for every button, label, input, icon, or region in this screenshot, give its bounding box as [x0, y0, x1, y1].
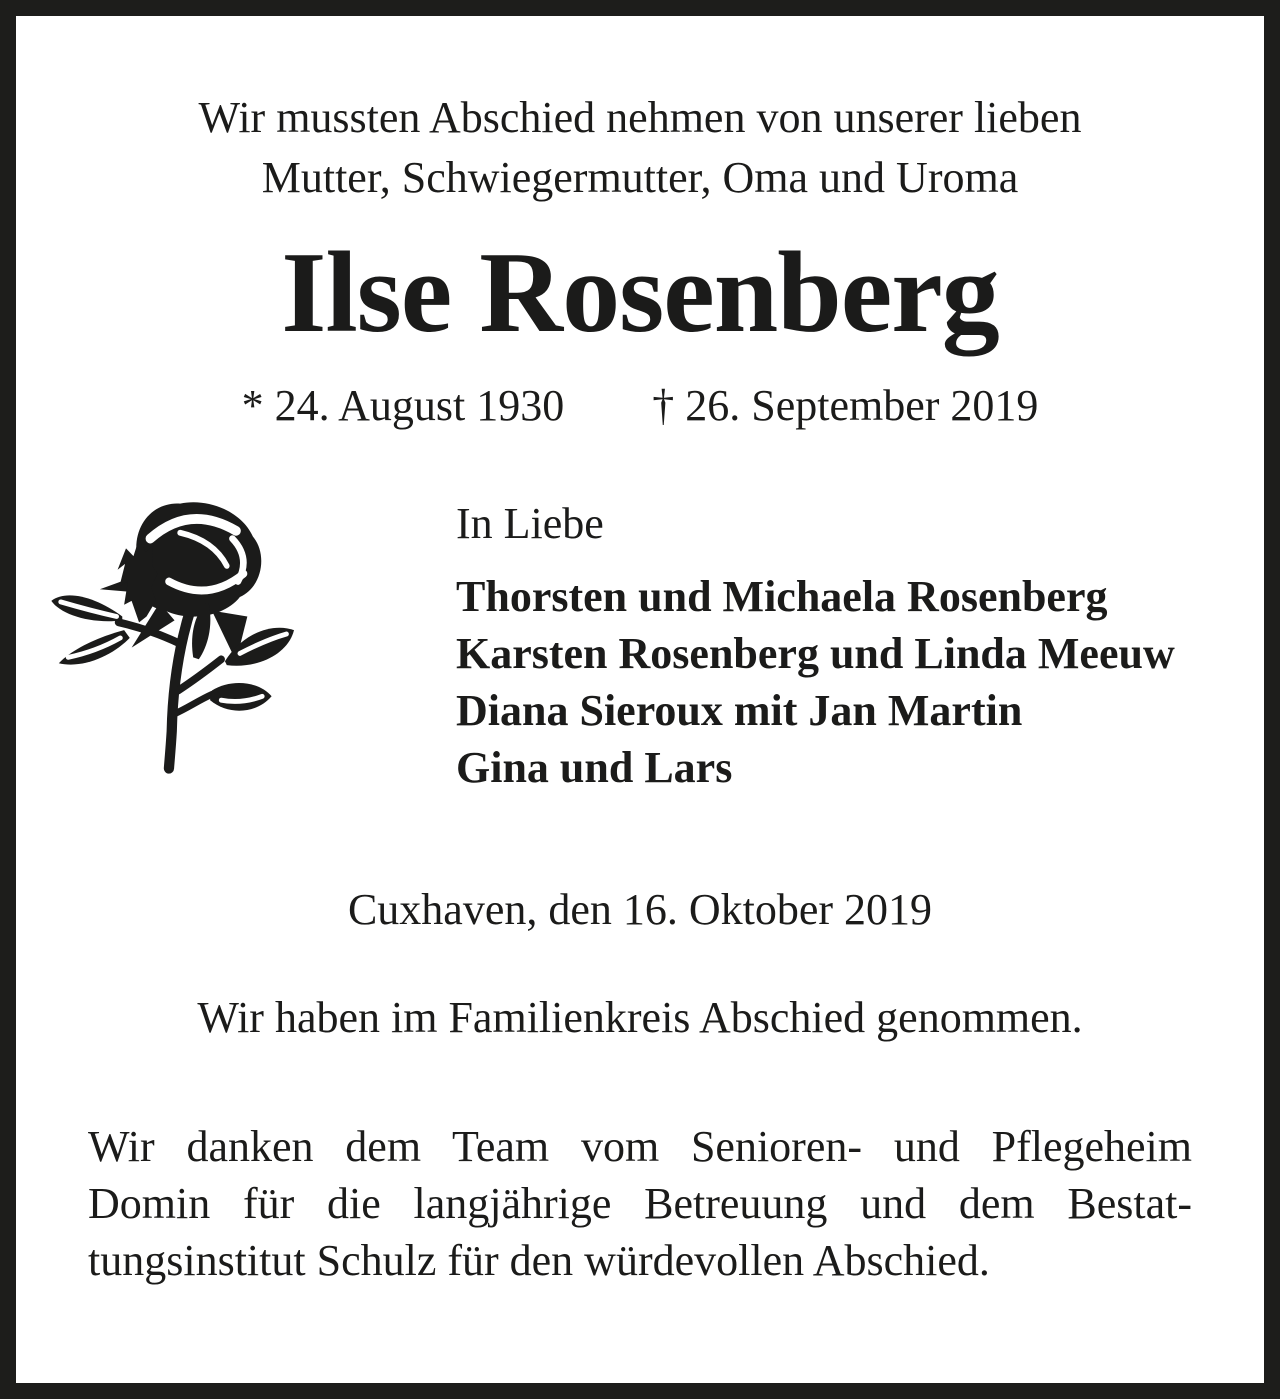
mourner-name: Diana Sieroux mit Jan Martin	[456, 686, 1023, 735]
acknowledgement-text	[16, 1118, 1264, 1289]
intro-line-1: Wir mussten Abschied nehmen von unserer lieben	[198, 93, 1082, 142]
acknowledgement-line: Domin für die langjährige Betreuung und dem Bestat-	[88, 1179, 1192, 1228]
mourners-block	[456, 488, 1175, 796]
mourner-list	[456, 568, 1175, 796]
mourners-section	[16, 488, 1264, 796]
acknowledgement-line: Wir danken dem Team vom Senioren- und Pflegeheim	[88, 1122, 1192, 1171]
place-and-date: Cuxhaven, den 16. Oktober 2019	[347, 885, 933, 934]
intro-text	[16, 88, 1264, 208]
deceased-name: Ilse Rosenberg	[281, 229, 999, 357]
mourner-name: Thorsten und Michaela Rosenberg	[456, 572, 1108, 621]
mourner-name: Gina und Lars	[456, 743, 733, 792]
farewell-note: Wir haben im Familienkreis Abschied genommen.	[197, 993, 1083, 1042]
birth-date: * 24. August 1930	[241, 381, 565, 430]
obituary-card	[16, 16, 1264, 1383]
death-date: † 26. September 2019	[652, 381, 1039, 430]
salutation: In Liebe	[456, 499, 604, 548]
mourner-name: Karsten Rosenberg und Linda Meeuw	[456, 629, 1175, 678]
life-dates	[16, 378, 1264, 434]
intro-line-2: Mutter, Schwiegermutter, Oma und Uroma	[261, 153, 1019, 202]
rose-icon	[42, 488, 322, 780]
acknowledgement-line: tungsinstitut Schulz für den würdevollen Abschied.	[88, 1236, 990, 1285]
